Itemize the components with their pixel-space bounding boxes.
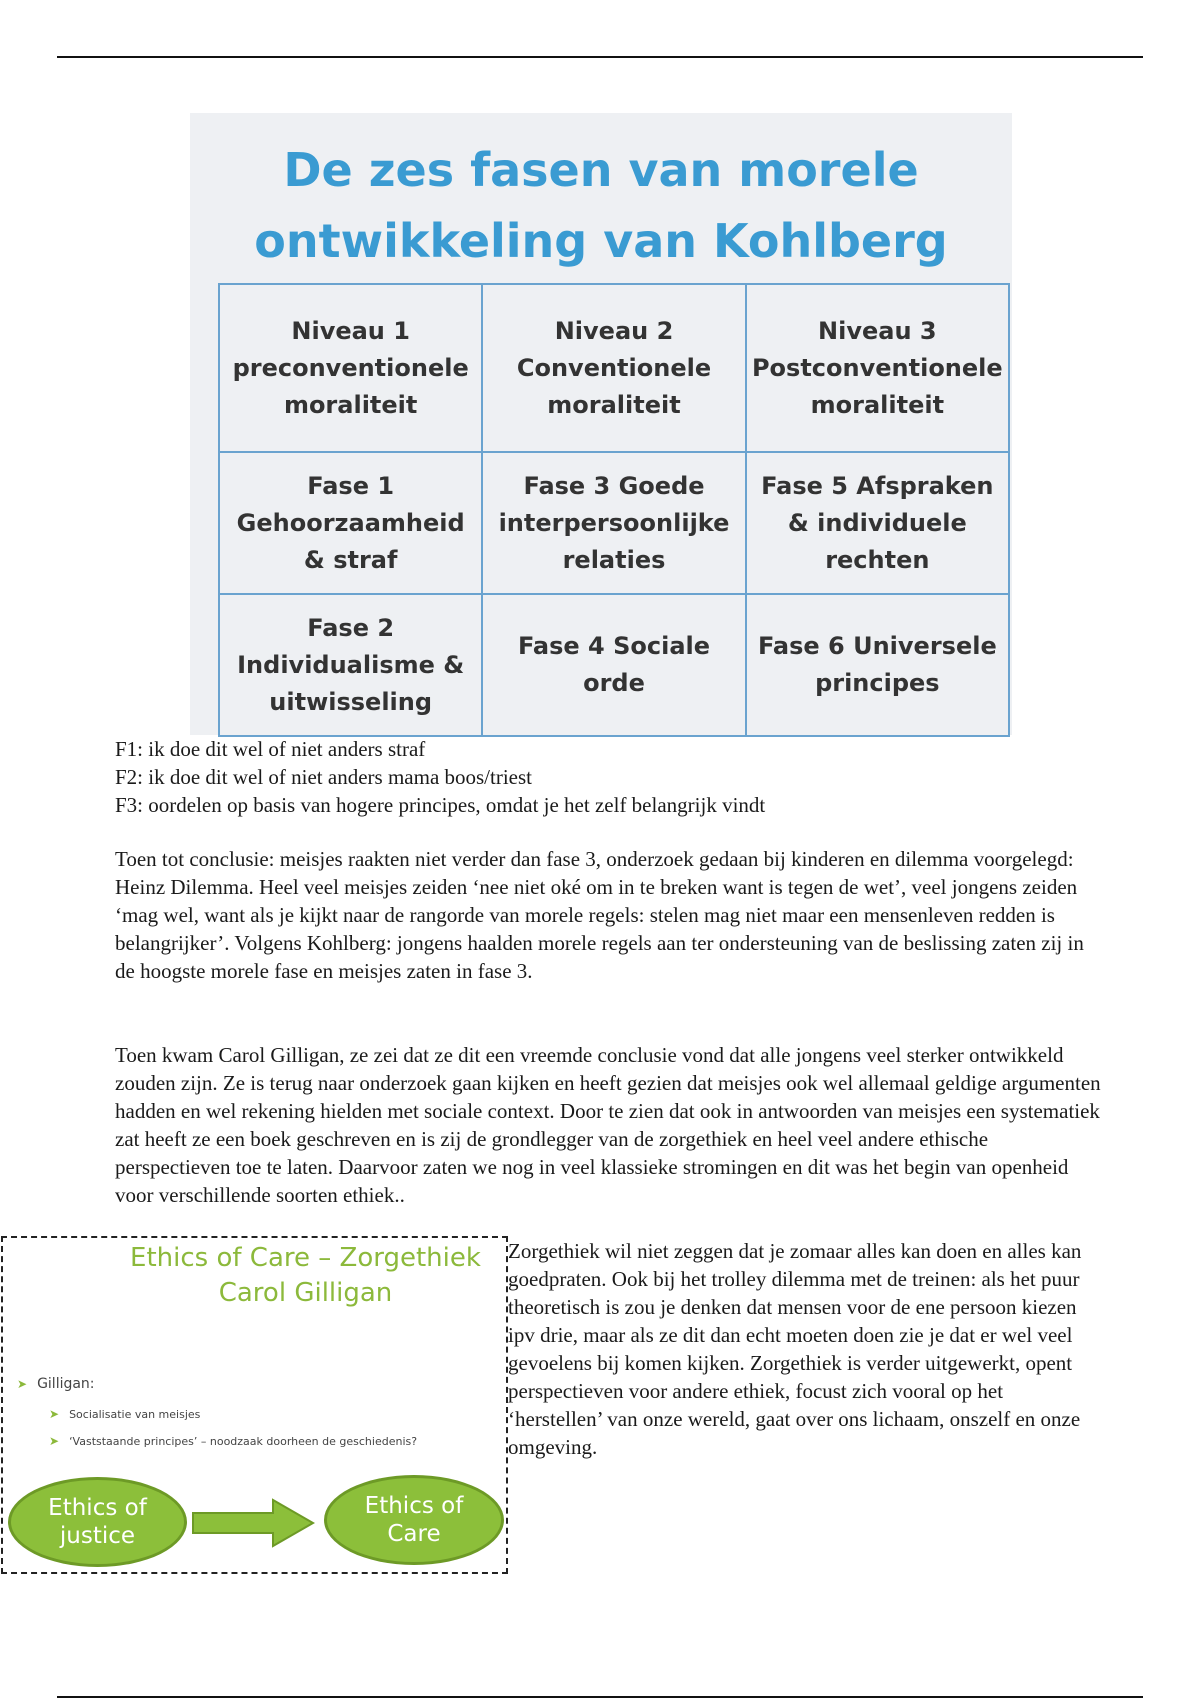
cell-fase-5: Fase 5 Afspraken & individuele rechten: [746, 452, 1009, 594]
ethics-of-care-slide: [1, 1236, 508, 1574]
table-row-stages-odd: [219, 452, 1009, 594]
cell-fase-3: Fase 3 Goede interpersoonlijke relaties: [482, 452, 745, 594]
paragraph-conclusion: Toen tot conclusie: meisjes raakten niet verder dan fase 3, onderzoek gedaan bij kinderen en dilemma voorgelegd: Heinz Dilemma. Heel veel meisjes zeiden ‘nee niet oké om in te breken want is tegen de wet’, veel jongens zeiden ‘mag wel, want als je kijkt naar de rangorde van morele regels: stelen mag niet maar een mensenleven redden is belangrijker’. Volgens Kohlberg: jongens haalden morele regels aan ter ondersteuning van de beslissing zaten zij in de hoogste morele fase en meisjes zaten in fase 3.: [115, 847, 1084, 983]
ethics-of-care-oval: Ethics of Care: [324, 1475, 504, 1565]
cell-niveau-2: Niveau 2 Conventionele moraliteit: [482, 284, 745, 452]
footer-rule: [57, 1696, 1143, 1698]
header-rule: [57, 56, 1143, 58]
kohlberg-figure: [190, 113, 1012, 735]
bullet-arrow-icon: ➤: [49, 1434, 60, 1448]
kohlberg-stages-table: [218, 283, 1010, 737]
kohlberg-title-line1: De zes fasen van morele: [283, 143, 919, 197]
note-f2: F2: ik doe dit wel of niet anders mama boos/triest: [115, 765, 533, 789]
bullet-arrow-icon: ➤: [49, 1407, 60, 1421]
cell-niveau-3: Niveau 3 Postconventionele moraliteit: [746, 284, 1009, 452]
slide-title: Ethics of Care – Zorgethiek Carol Gilligan: [130, 1243, 481, 1308]
cell-fase-2: Fase 2 Individualisme & uitwisseling: [219, 594, 482, 736]
slide-subbullet-1: ➤ Socialisatie van meisjes: [49, 1407, 201, 1421]
cell-fase-4: Fase 4 Sociale orde: [482, 594, 745, 736]
kohlberg-title-line2: ontwikkeling van Kohlberg: [254, 214, 948, 268]
paragraph-zorgethiek: Zorgethiek wil niet zeggen dat je zomaar alles kan doen en alles kan goedpraten. Ook bij het trolley dilemma met de treinen: als het puur theoretisch is zou je denken dat mensen voor de ene persoon kiezen ipv drie, maar als ze dit dan echt moeten doen zie je dat er wel veel gevoelens bij komen kijken. Zorgethiek is verder uitgewerkt, opent perspectieven voor andere ethiek, focust zich vooral op het ‘herstellen’ van onze wereld, gaat over ons lichaam, onszelf en onze omgeving.: [508, 1239, 1082, 1459]
cell-fase-1: Fase 1 Gehoorzaamheid & straf: [219, 452, 482, 594]
bullet-arrow-icon: ➤: [17, 1377, 28, 1391]
table-row-stages-even: [219, 594, 1009, 736]
paragraph-gilligan: Toen kwam Carol Gilligan, ze zei dat ze dit een vreemde conclusie vond dat alle jongens veel sterker ontwikkeld zouden zijn. Ze is terug naar onderzoek gaan kijken en heeft gezien dat meisjes ook wel allemaal geldige argumenten hadden en wel rekening hielden met sociale context. Door te zien dat ook in antwoorden van meisjes een systematiek zat heeft ze een boek geschreven en is zij de grondlegger van de zorgethiek en heel veel andere ethische perspectieven toe te laten. Daarvoor zaten we nog in veel klassieke stromingen en dit was het begin van openheid voor verschillende soorten ethiek..: [115, 1043, 1101, 1207]
note-f3: F3: oordelen op basis van hogere principes, omdat je het zelf belangrijk vindt: [115, 793, 766, 817]
note-f1: F1: ik doe dit wel of niet anders straf: [115, 737, 426, 761]
slide-subbullet-2: ➤ ‘Vaststaande principes’ – noodzaak doorheen de geschiedenis?: [49, 1434, 418, 1448]
kohlberg-title: [190, 135, 1012, 277]
ethics-of-justice-oval: Ethics of justice: [8, 1477, 187, 1567]
right-arrow-icon: [191, 1498, 317, 1548]
slide-bullet: ➤ Gilligan:: [17, 1376, 95, 1392]
stage-notes: [115, 735, 1105, 819]
table-row-levels: [219, 284, 1009, 452]
cell-niveau-1: Niveau 1 preconventionele moraliteit: [219, 284, 482, 452]
cell-fase-6: Fase 6 Universele principes: [746, 594, 1009, 736]
